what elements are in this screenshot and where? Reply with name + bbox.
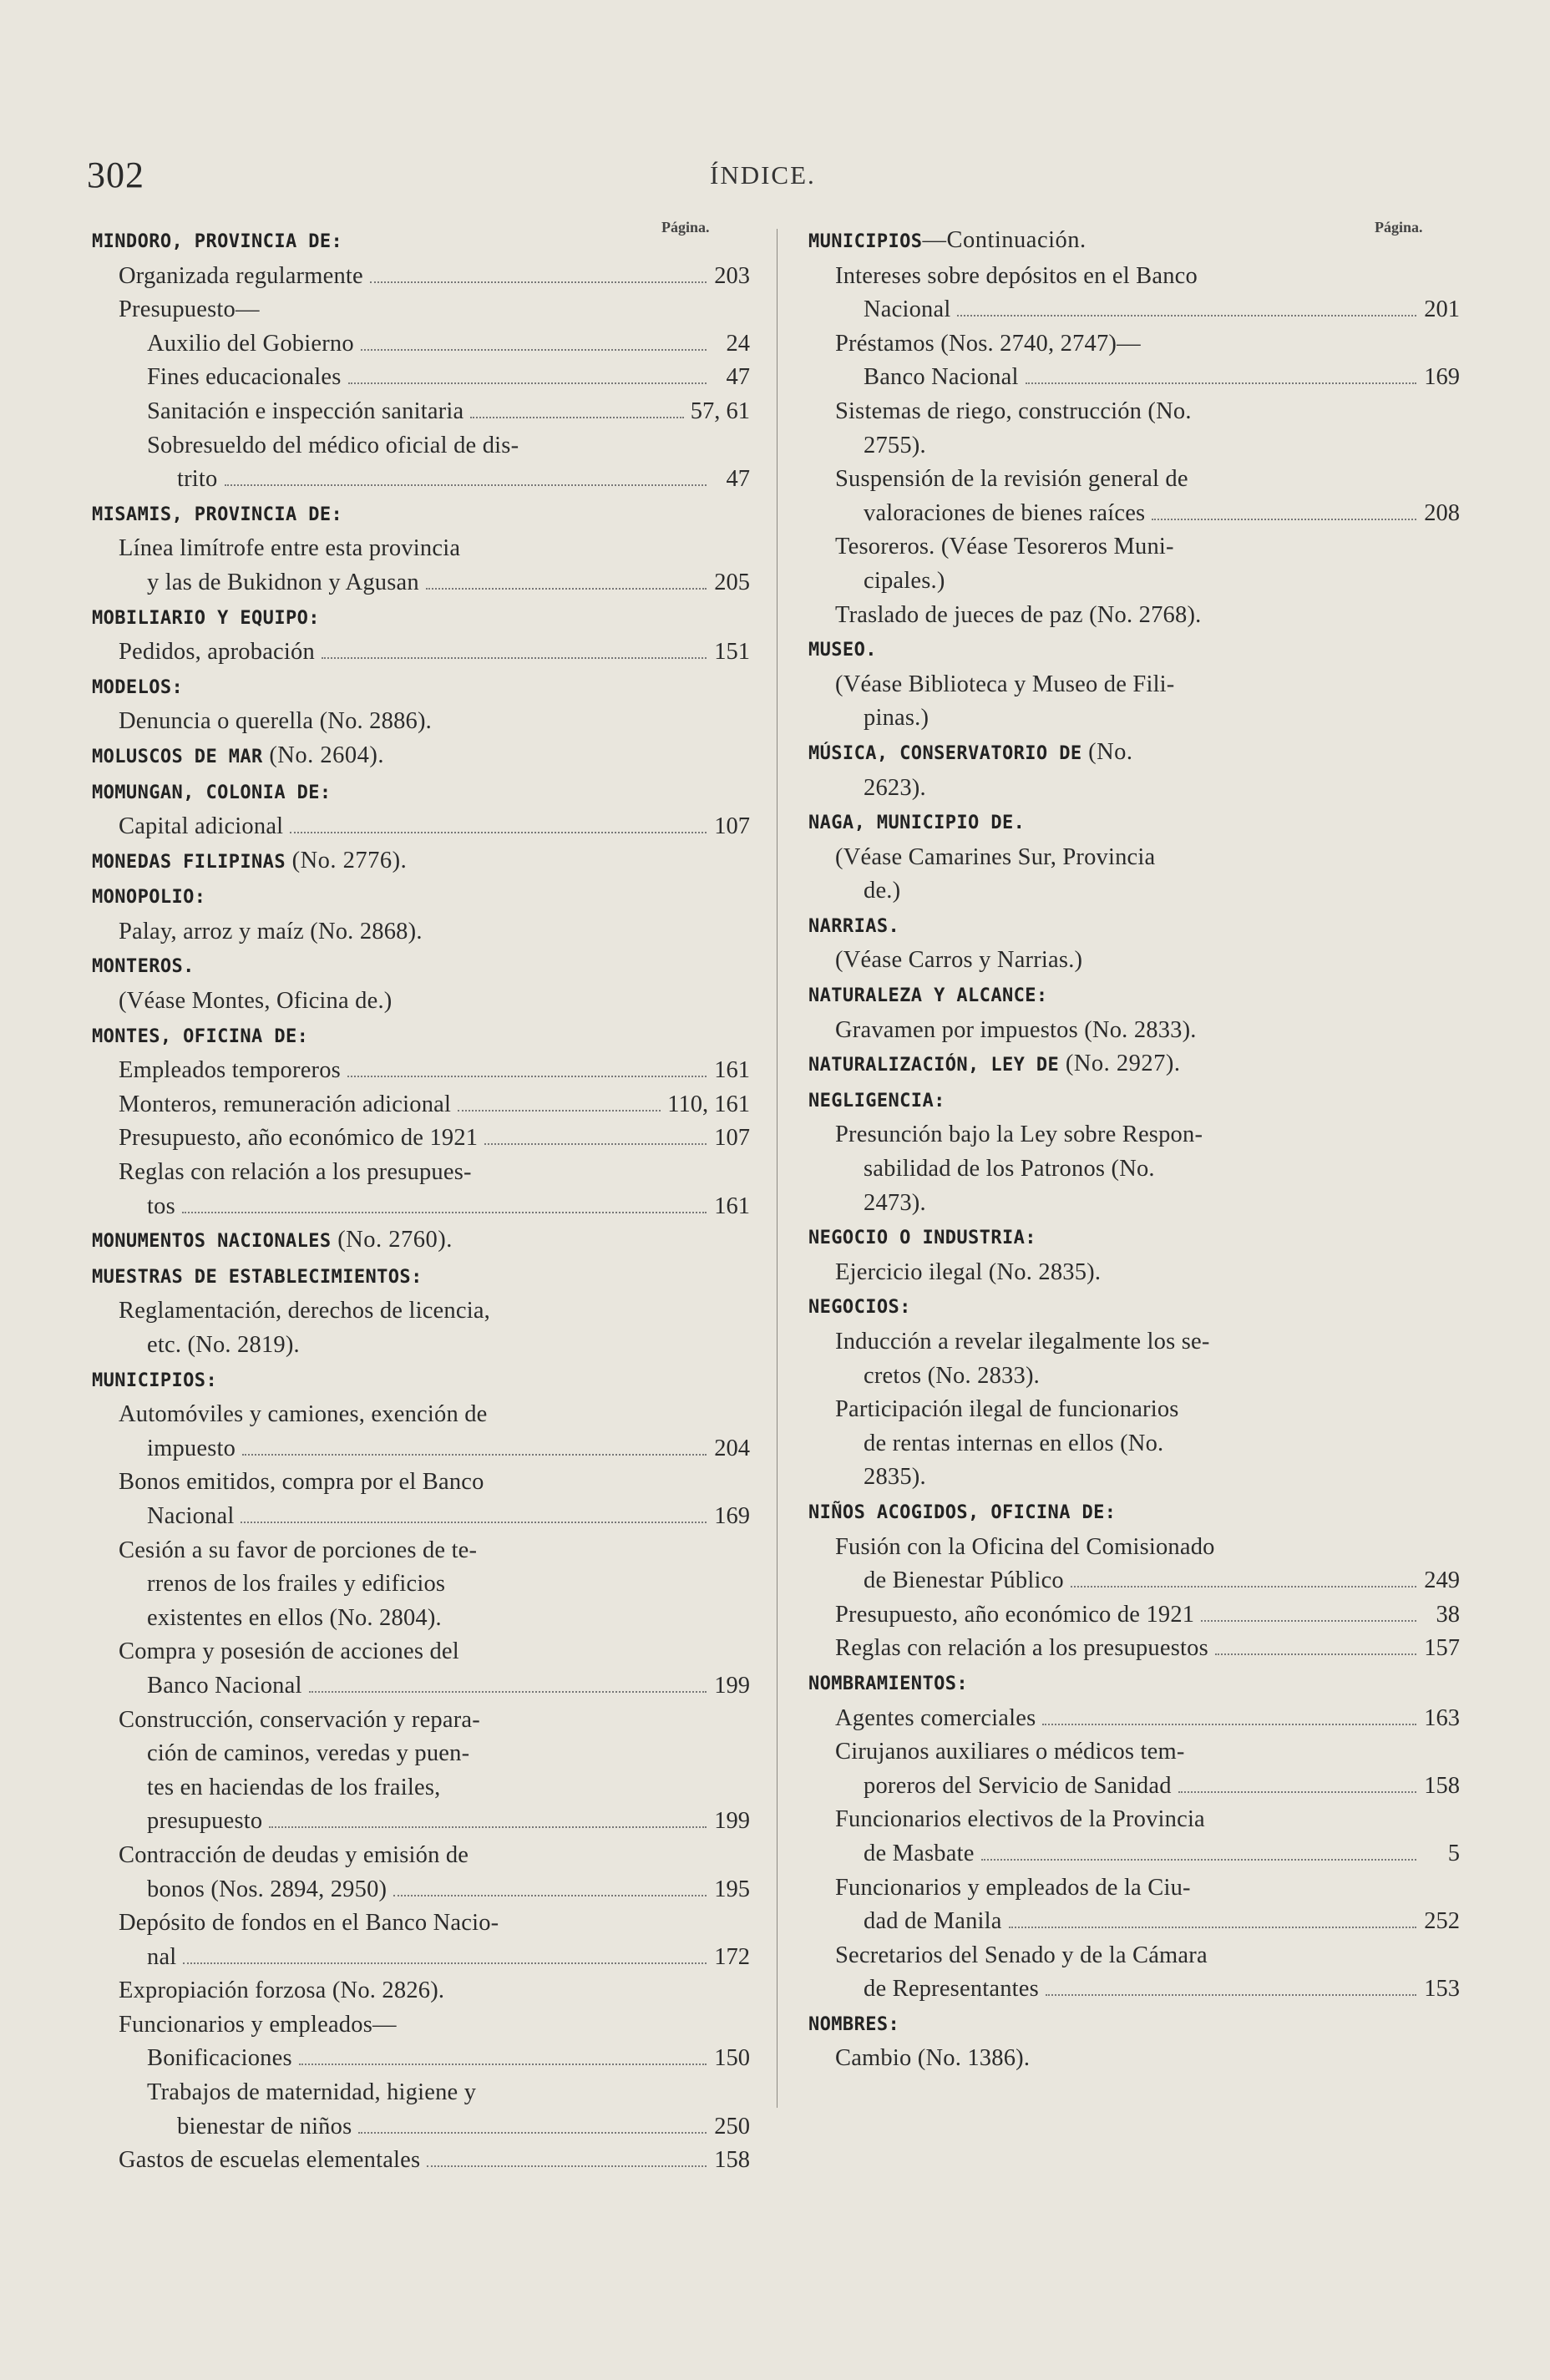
column-divider bbox=[777, 229, 778, 2108]
index-line bbox=[92, 1974, 750, 2008]
heading-tail: (No. 2776). bbox=[285, 847, 408, 874]
dot-leader bbox=[458, 1110, 661, 1112]
dot-leader bbox=[1215, 1653, 1416, 1655]
page-reference: 249 bbox=[1424, 1567, 1460, 1594]
index-line bbox=[808, 841, 1460, 875]
index-entry bbox=[92, 260, 750, 294]
index-line bbox=[808, 1325, 1460, 1360]
dot-leader bbox=[484, 1143, 707, 1145]
line-text: Presupuesto— bbox=[119, 296, 260, 323]
dot-leader bbox=[309, 1691, 707, 1693]
dot-leader bbox=[348, 382, 707, 384]
index-heading bbox=[808, 2007, 1460, 2043]
dot-leader bbox=[182, 1212, 707, 1213]
line-text: (Véase Camarines Sur, Provincia bbox=[835, 843, 1156, 870]
entry-text: Pedidos, aprobación bbox=[119, 639, 315, 666]
line-text: Funcionarios y empleados— bbox=[119, 2011, 397, 2038]
entry-text: bienestar de niños bbox=[177, 2113, 352, 2139]
dot-leader bbox=[241, 1522, 707, 1523]
dot-leader bbox=[957, 315, 1416, 316]
line-text: Funcionarios electivos de la Provincia bbox=[835, 1806, 1205, 1833]
heading-text: MISAMIS, PROVINCIA DE: bbox=[92, 504, 343, 525]
running-head: ÍNDICE. bbox=[710, 160, 816, 190]
dot-leader bbox=[470, 417, 683, 418]
entry-text: de Bienestar Público bbox=[864, 1567, 1064, 1594]
index-heading bbox=[92, 1019, 750, 1055]
entry-text: Capital adicional bbox=[119, 813, 284, 840]
heading-text: NATURALEZA Y ALCANCE: bbox=[808, 985, 1048, 1007]
index-line bbox=[808, 1871, 1460, 1906]
index-heading bbox=[92, 1363, 750, 1399]
index-line bbox=[808, 1461, 1460, 1495]
dot-leader bbox=[358, 2132, 707, 2134]
page-reference: 250 bbox=[714, 2113, 750, 2139]
page-reference: 163 bbox=[1424, 1704, 1460, 1731]
line-text: Traslado de jueces de paz (No. 2768). bbox=[835, 601, 1202, 628]
index-entry bbox=[808, 1564, 1460, 1598]
index-line bbox=[92, 1398, 750, 1432]
line-text: Préstamos (Nos. 2740, 2747)— bbox=[835, 330, 1141, 357]
line-text: Reglas con relación a los presupues- bbox=[119, 1159, 472, 1186]
page-reference: 110, 161 bbox=[667, 1091, 750, 1117]
entry-text: y las de Bukidnon y Agusan bbox=[147, 569, 419, 595]
line-text: 2835). bbox=[864, 1464, 926, 1491]
heading-tail: (No. 2604). bbox=[262, 742, 385, 768]
page-reference: 57, 61 bbox=[690, 398, 750, 424]
entry-text: poreros del Servicio de Sanidad bbox=[864, 1772, 1172, 1799]
index-column-right bbox=[808, 224, 1460, 2076]
index-line bbox=[92, 1839, 750, 1873]
index-entry bbox=[92, 1805, 750, 1839]
dot-leader bbox=[1201, 1620, 1416, 1622]
index-line bbox=[92, 1704, 750, 1738]
line-text: cretos (No. 2833). bbox=[864, 1362, 1040, 1389]
dot-leader bbox=[1042, 1724, 1416, 1725]
index-line bbox=[808, 1118, 1460, 1152]
index-line bbox=[808, 327, 1460, 362]
index-entry bbox=[92, 1669, 750, 1704]
dot-leader bbox=[981, 1859, 1416, 1861]
page-reference: 161 bbox=[714, 1193, 750, 1219]
dot-leader bbox=[361, 349, 707, 351]
pagina-label-right: Página. bbox=[1375, 219, 1423, 235]
index-entry bbox=[808, 1905, 1460, 1939]
entry-text: de Representantes bbox=[864, 1976, 1039, 2003]
line-text: Funcionarios y empleados de la Ciu- bbox=[835, 1874, 1191, 1901]
index-line bbox=[808, 1427, 1460, 1461]
index-entry bbox=[92, 636, 750, 670]
page-reference: 47 bbox=[726, 364, 750, 391]
line-text: Contracción de deudas y emisión de bbox=[119, 1841, 469, 1868]
index-line bbox=[92, 1567, 750, 1602]
line-text: ción de caminos, veredas y puen- bbox=[147, 1740, 470, 1767]
index-line bbox=[92, 1329, 750, 1363]
heading-tail: —Continuación. bbox=[922, 227, 1087, 253]
index-heading bbox=[92, 739, 750, 775]
line-text: Intereses sobre depósitos en el Banco bbox=[835, 262, 1198, 289]
index-heading bbox=[808, 1495, 1460, 1531]
index-line bbox=[808, 599, 1460, 633]
heading-tail: (No. bbox=[1081, 738, 1133, 765]
entry-text: impuesto bbox=[147, 1435, 236, 1461]
index-entry bbox=[808, 1972, 1460, 2007]
line-text: de rentas internas en ellos (No. bbox=[864, 1430, 1164, 1456]
heading-text: MONTEROS. bbox=[92, 956, 195, 978]
index-line bbox=[808, 1393, 1460, 1427]
line-text: 2473). bbox=[864, 1189, 926, 1216]
index-line bbox=[92, 1156, 750, 1190]
index-heading bbox=[92, 844, 750, 880]
line-text: Construcción, conservación y repara- bbox=[119, 1706, 480, 1733]
page-reference: 24 bbox=[726, 330, 750, 357]
index-heading bbox=[808, 1289, 1460, 1325]
index-entry bbox=[92, 1122, 750, 1156]
heading-text: NOMBRES: bbox=[808, 2013, 900, 2035]
entry-text: Empleados temporeros bbox=[119, 1057, 341, 1084]
index-entry bbox=[92, 463, 750, 497]
entry-text: Gastos de escuelas elementales bbox=[119, 2147, 421, 2174]
page-reference: 161 bbox=[714, 1057, 750, 1084]
entry-text: Reglas con relación a los presupuestos bbox=[835, 1635, 1208, 1662]
line-text: Palay, arroz y maíz (No. 2868). bbox=[119, 918, 423, 944]
index-line bbox=[808, 1014, 1460, 1048]
page-reference: 199 bbox=[714, 1808, 750, 1835]
index-line bbox=[92, 2008, 750, 2043]
dot-leader bbox=[1178, 1791, 1416, 1793]
dot-leader bbox=[393, 1895, 707, 1896]
page-reference: 169 bbox=[714, 1502, 750, 1529]
index-entry bbox=[92, 1941, 750, 1975]
index-heading bbox=[92, 497, 750, 533]
index-heading bbox=[808, 1047, 1460, 1083]
line-text: Trabajos de maternidad, higiene y bbox=[147, 2079, 477, 2106]
index-heading bbox=[808, 1220, 1460, 1256]
entry-text: Sanitación e inspección sanitaria bbox=[147, 398, 464, 424]
index-entry bbox=[808, 1702, 1460, 1736]
heading-tail: (No. 2760). bbox=[331, 1227, 453, 1253]
index-entry bbox=[808, 1837, 1460, 1871]
line-text: Denuncia o querella (No. 2886). bbox=[119, 708, 432, 735]
index-heading bbox=[808, 1083, 1460, 1119]
index-heading bbox=[808, 1666, 1460, 1702]
line-text: Cesión a su favor de porciones de te- bbox=[119, 1537, 478, 1563]
entry-text: Auxilio del Gobierno bbox=[147, 330, 354, 357]
index-line bbox=[808, 395, 1460, 429]
heading-text: NATURALIZACIÓN, LEY DE bbox=[808, 1055, 1060, 1076]
line-text: rrenos de los frailes y edificios bbox=[147, 1571, 446, 1598]
index-line bbox=[92, 293, 750, 327]
dot-leader bbox=[290, 832, 707, 833]
page-reference: 169 bbox=[1424, 364, 1460, 391]
line-text: Cirujanos auxiliares o médicos tem- bbox=[835, 1739, 1185, 1765]
index-line bbox=[808, 1256, 1460, 1290]
heading-text: MINDORO, PROVINCIA DE: bbox=[92, 231, 343, 252]
pagina-label-left: Página. bbox=[661, 219, 710, 235]
dot-leader bbox=[183, 1962, 707, 1964]
dot-leader bbox=[1152, 519, 1416, 520]
index-heading bbox=[92, 1223, 750, 1259]
index-heading bbox=[808, 632, 1460, 668]
index-entry bbox=[808, 293, 1460, 327]
line-text: 2623). bbox=[864, 774, 926, 801]
line-text: Expropiación forzosa (No. 2826). bbox=[119, 1977, 445, 2004]
dot-leader bbox=[427, 2165, 707, 2167]
index-entry bbox=[808, 1632, 1460, 1666]
heading-text: NIÑOS ACOGIDOS, OFICINA DE: bbox=[808, 1501, 1117, 1523]
heading-text: MOLUSCOS DE MAR bbox=[92, 746, 263, 767]
page-reference: 150 bbox=[714, 2045, 750, 2072]
line-text: (Véase Biblioteca y Museo de Fili- bbox=[835, 671, 1175, 697]
index-line bbox=[808, 565, 1460, 599]
index-line bbox=[92, 705, 750, 739]
index-entry bbox=[808, 1770, 1460, 1804]
line-text: sabilidad de los Patronos (No. bbox=[864, 1156, 1155, 1182]
page-reference: 158 bbox=[1424, 1772, 1460, 1799]
dot-leader bbox=[225, 484, 707, 486]
index-entry bbox=[92, 1873, 750, 1907]
index-entry bbox=[92, 361, 750, 395]
dot-leader bbox=[1046, 1994, 1416, 1996]
page-reference: 151 bbox=[714, 639, 750, 666]
index-heading bbox=[808, 224, 1460, 260]
heading-text: MUNICIPIOS: bbox=[92, 1370, 218, 1391]
line-text: (Véase Carros y Narrias.) bbox=[835, 947, 1083, 974]
dot-leader bbox=[347, 1076, 707, 1077]
page-reference: 153 bbox=[1424, 1976, 1460, 2003]
heading-text: MUESTRAS DE ESTABLECIMIENTOS: bbox=[92, 1266, 423, 1288]
line-text: Suspensión de la revisión general de bbox=[835, 466, 1188, 493]
index-heading bbox=[808, 909, 1460, 944]
index-heading bbox=[808, 736, 1460, 772]
index-entry bbox=[92, 566, 750, 600]
index-entry bbox=[92, 1432, 750, 1466]
entry-text: Presupuesto, año económico de 1921 bbox=[119, 1125, 479, 1152]
index-line bbox=[92, 1602, 750, 1636]
heading-text: MONTES, OFICINA DE: bbox=[92, 1025, 309, 1047]
index-line bbox=[808, 1939, 1460, 1973]
entry-text: valoraciones de bienes raíces bbox=[864, 499, 1146, 526]
page-reference: 107 bbox=[714, 813, 750, 840]
index-line bbox=[808, 429, 1460, 463]
heading-text: NEGOCIO O INDUSTRIA: bbox=[808, 1228, 1036, 1249]
dot-leader bbox=[426, 588, 707, 590]
page-reference: 195 bbox=[714, 1876, 750, 1902]
index-line bbox=[808, 463, 1460, 497]
index-entry bbox=[808, 497, 1460, 531]
index-line bbox=[808, 1360, 1460, 1394]
line-text: Reglamentación, derechos de licencia, bbox=[119, 1298, 490, 1324]
index-line bbox=[92, 1771, 750, 1805]
line-text: Sobresueldo del médico oficial de dis- bbox=[147, 432, 519, 458]
line-text: de.) bbox=[864, 878, 901, 904]
index-line bbox=[92, 1737, 750, 1771]
index-line bbox=[808, 2042, 1460, 2076]
index-line bbox=[92, 915, 750, 949]
entry-text: Nacional bbox=[864, 296, 951, 323]
entry-text: tos bbox=[147, 1193, 175, 1219]
index-line bbox=[808, 1803, 1460, 1837]
entry-text: trito bbox=[177, 466, 218, 493]
dot-leader bbox=[269, 1826, 707, 1828]
dot-leader bbox=[370, 281, 707, 283]
index-entry bbox=[808, 1598, 1460, 1633]
page-reference: 158 bbox=[714, 2147, 750, 2174]
index-line bbox=[808, 772, 1460, 806]
page-reference: 199 bbox=[714, 1672, 750, 1699]
dot-leader bbox=[1026, 382, 1416, 384]
index-entry bbox=[92, 327, 750, 362]
page-reference: 107 bbox=[714, 1125, 750, 1152]
index-line bbox=[808, 701, 1460, 736]
entry-text: Banco Nacional bbox=[147, 1672, 302, 1699]
heading-text: MONEDAS FILIPINAS bbox=[92, 851, 286, 873]
heading-text: MODELOS: bbox=[92, 676, 184, 698]
heading-text: NARRIAS. bbox=[808, 915, 900, 937]
index-line bbox=[808, 1531, 1460, 1565]
index-heading bbox=[92, 879, 750, 915]
entry-text: Nacional bbox=[147, 1502, 235, 1529]
line-text: pinas.) bbox=[864, 705, 929, 732]
index-entry bbox=[92, 2042, 750, 2076]
index-line bbox=[92, 1635, 750, 1669]
dot-leader bbox=[299, 2064, 707, 2065]
index-line bbox=[808, 530, 1460, 565]
index-line bbox=[92, 1534, 750, 1568]
heading-text: NEGLIGENCIA: bbox=[808, 1090, 945, 1112]
page-number: 302 bbox=[87, 154, 144, 195]
index-entry bbox=[92, 810, 750, 844]
index-line bbox=[92, 1466, 750, 1500]
page-reference: 172 bbox=[714, 1943, 750, 1970]
line-text: tes en haciendas de los frailes, bbox=[147, 1774, 441, 1800]
heading-tail: (No. 2927). bbox=[1059, 1051, 1181, 1077]
line-text: Bonos emitidos, compra por el Banco bbox=[119, 1469, 484, 1496]
index-entry bbox=[92, 395, 750, 429]
line-text: Gravamen por impuestos (No. 2833). bbox=[835, 1016, 1197, 1043]
page-reference: 38 bbox=[1436, 1601, 1460, 1628]
entry-text: dad de Manila bbox=[864, 1908, 1002, 1935]
heading-text: NOMBRAMIENTOS: bbox=[808, 1673, 969, 1694]
index-entry bbox=[92, 1054, 750, 1088]
entry-text: Presupuesto, año económico de 1921 bbox=[835, 1601, 1195, 1628]
page-reference: 252 bbox=[1424, 1908, 1460, 1935]
dot-leader bbox=[242, 1454, 707, 1456]
index-column-left bbox=[92, 224, 750, 2178]
index-heading bbox=[92, 1259, 750, 1295]
line-text: Participación ilegal de funcionarios bbox=[835, 1396, 1179, 1423]
line-text: cipales.) bbox=[864, 567, 945, 594]
heading-text: MONUMENTOS NACIONALES bbox=[92, 1231, 332, 1253]
heading-text: NEGOCIOS: bbox=[808, 1297, 911, 1319]
index-heading bbox=[808, 978, 1460, 1014]
entry-text: Bonificaciones bbox=[147, 2045, 292, 2072]
index-line bbox=[808, 1152, 1460, 1187]
heading-text: MOMUNGAN, COLONIA DE: bbox=[92, 782, 332, 803]
entry-text: Monteros, remuneración adicional bbox=[119, 1091, 452, 1117]
index-heading bbox=[92, 600, 750, 636]
line-text: Línea limítrofe entre esta provincia bbox=[119, 535, 461, 562]
index-entry bbox=[92, 2110, 750, 2145]
line-text: existentes en ellos (No. 2804). bbox=[147, 1604, 442, 1631]
entry-text: bonos (Nos. 2894, 2950) bbox=[147, 1876, 388, 1902]
index-line bbox=[92, 985, 750, 1019]
line-text: Inducción a revelar ilegalmente los se- bbox=[835, 1329, 1210, 1355]
index-line bbox=[92, 532, 750, 566]
line-text: Presunción bajo la Ley sobre Respon- bbox=[835, 1122, 1203, 1148]
line-text: Cambio (No. 1386). bbox=[835, 2045, 1031, 2072]
page-reference: 5 bbox=[1447, 1840, 1460, 1866]
index-line bbox=[92, 1294, 750, 1329]
line-text: Secretarios del Senado y de la Cámara bbox=[835, 1942, 1208, 1968]
line-text: (Véase Montes, Oficina de.) bbox=[119, 988, 393, 1015]
page-reference: 47 bbox=[726, 466, 750, 493]
index-heading bbox=[92, 949, 750, 985]
entry-text: Agentes comerciales bbox=[835, 1704, 1036, 1731]
index-heading bbox=[92, 670, 750, 706]
heading-text: MOBILIARIO Y EQUIPO: bbox=[92, 607, 320, 629]
index-line bbox=[808, 874, 1460, 909]
heading-text: MUSEO. bbox=[808, 640, 877, 661]
page-reference: 201 bbox=[1424, 296, 1460, 323]
line-text: Ejercicio ilegal (No. 2835). bbox=[835, 1258, 1102, 1285]
entry-text: de Masbate bbox=[864, 1840, 975, 1866]
index-line bbox=[808, 944, 1460, 978]
index-entry bbox=[92, 1190, 750, 1224]
line-text: Fusión con la Oficina del Comisionado bbox=[835, 1533, 1215, 1560]
index-entry bbox=[92, 1500, 750, 1534]
entry-text: presupuesto bbox=[147, 1808, 263, 1835]
index-entry bbox=[92, 2144, 750, 2178]
line-text: Tesoreros. (Véase Tesoreros Muni- bbox=[835, 534, 1174, 560]
index-line bbox=[808, 260, 1460, 294]
page-reference: 205 bbox=[714, 569, 750, 595]
index-line bbox=[808, 1735, 1460, 1770]
page-reference: 208 bbox=[1424, 499, 1460, 526]
index-heading bbox=[92, 224, 750, 260]
entry-text: Fines educacionales bbox=[147, 364, 342, 391]
index-entry bbox=[92, 1088, 750, 1122]
entry-text: Organizada regularmente bbox=[119, 262, 363, 289]
line-text: Automóviles y camiones, exención de bbox=[119, 1401, 488, 1428]
index-line bbox=[808, 1187, 1460, 1221]
line-text: Depósito de fondos en el Banco Nacio- bbox=[119, 1910, 499, 1937]
heading-text: NAGA, MUNICIPIO DE. bbox=[808, 813, 1026, 834]
index-line bbox=[92, 429, 750, 463]
line-text: Compra y posesión de acciones del bbox=[119, 1638, 459, 1665]
index-line bbox=[92, 1907, 750, 1941]
line-text: etc. (No. 2819). bbox=[147, 1332, 300, 1358]
heading-text: MÚSICA, CONSERVATORIO DE bbox=[808, 742, 1082, 764]
dot-leader bbox=[1009, 1927, 1416, 1928]
entry-text: nal bbox=[147, 1943, 177, 1970]
index-line bbox=[92, 2076, 750, 2110]
index-heading bbox=[808, 805, 1460, 841]
page-reference: 204 bbox=[714, 1435, 750, 1461]
index-heading bbox=[92, 775, 750, 811]
heading-text: MUNICIPIOS bbox=[808, 231, 923, 252]
line-text: Sistemas de riego, construcción (No. bbox=[835, 398, 1192, 424]
index-entry bbox=[808, 361, 1460, 395]
index-line bbox=[808, 668, 1460, 702]
dot-leader bbox=[1071, 1586, 1416, 1588]
entry-text: Banco Nacional bbox=[864, 364, 1019, 391]
page-reference: 203 bbox=[714, 262, 750, 289]
heading-text: MONOPOLIO: bbox=[92, 887, 206, 909]
line-text: 2755). bbox=[864, 432, 926, 458]
page-reference: 157 bbox=[1424, 1635, 1460, 1662]
dot-leader bbox=[322, 657, 707, 659]
